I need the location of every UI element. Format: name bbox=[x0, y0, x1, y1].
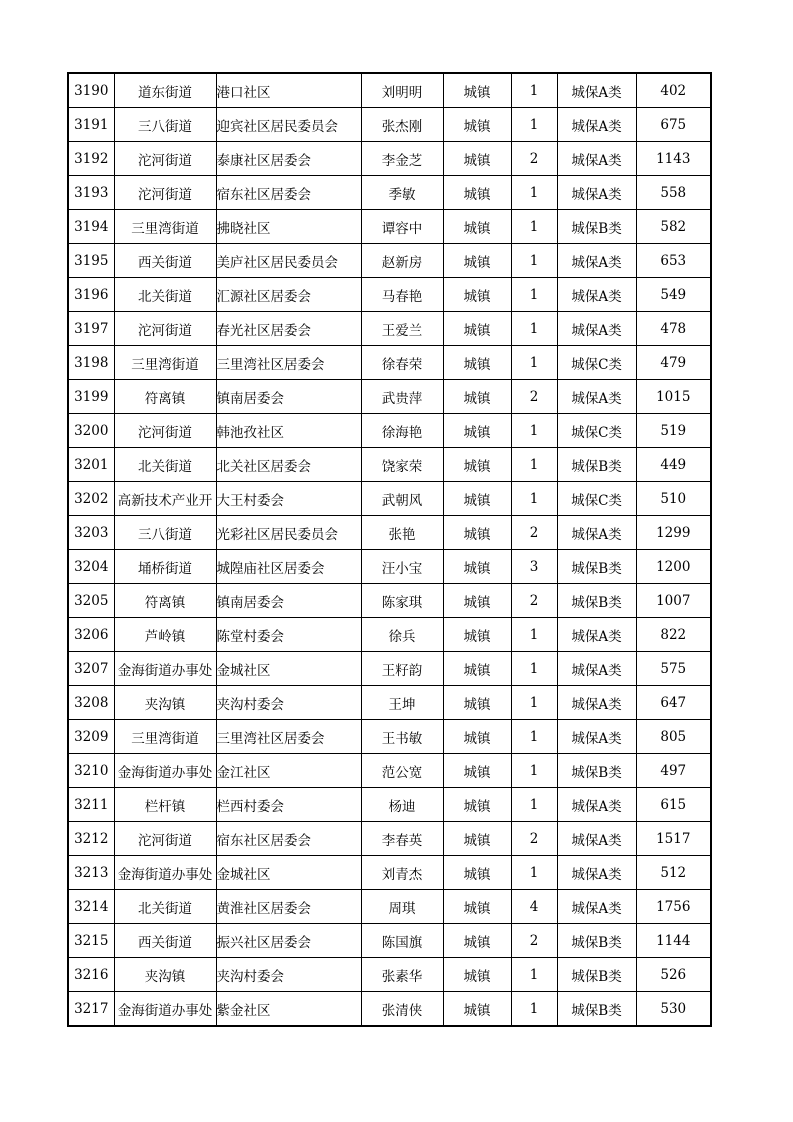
row-id-cell: 3212 bbox=[68, 822, 114, 856]
table-row bbox=[68, 380, 711, 414]
amount-cell: 479 bbox=[636, 346, 711, 380]
street-cell: 西关街道 bbox=[114, 924, 216, 958]
count-cell: 2 bbox=[511, 380, 557, 414]
category-cell: 城保B类 bbox=[557, 210, 636, 244]
row-id-cell: 3210 bbox=[68, 754, 114, 788]
name-cell: 王书敏 bbox=[361, 720, 443, 754]
category-cell: 城保A类 bbox=[557, 108, 636, 142]
amount-cell: 1143 bbox=[636, 142, 711, 176]
row-id-cell: 3202 bbox=[68, 482, 114, 516]
count-cell: 1 bbox=[511, 448, 557, 482]
community-cell: 镇南居委会 bbox=[216, 380, 361, 414]
count-cell: 2 bbox=[511, 584, 557, 618]
category-cell: 城保B类 bbox=[557, 958, 636, 992]
name-cell: 徐兵 bbox=[361, 618, 443, 652]
name-cell: 季敏 bbox=[361, 176, 443, 210]
row-id-cell: 3196 bbox=[68, 278, 114, 312]
name-cell: 马春艳 bbox=[361, 278, 443, 312]
count-cell: 1 bbox=[511, 414, 557, 448]
name-cell: 李春英 bbox=[361, 822, 443, 856]
street-cell: 符离镇 bbox=[114, 584, 216, 618]
table-row bbox=[68, 108, 711, 142]
count-cell: 1 bbox=[511, 482, 557, 516]
name-cell: 赵新房 bbox=[361, 244, 443, 278]
community-cell: 美庐社区居民委员会 bbox=[216, 244, 361, 278]
category-cell: 城保B类 bbox=[557, 584, 636, 618]
count-cell: 3 bbox=[511, 550, 557, 584]
row-id-cell: 3206 bbox=[68, 618, 114, 652]
table-row bbox=[68, 550, 711, 584]
table-row bbox=[68, 890, 711, 924]
community-cell: 紫金社区 bbox=[216, 992, 361, 1027]
category-cell: 城保C类 bbox=[557, 346, 636, 380]
row-id-cell: 3207 bbox=[68, 652, 114, 686]
community-cell: 夹沟村委会 bbox=[216, 686, 361, 720]
row-id-cell: 3217 bbox=[68, 992, 114, 1027]
community-cell: 振兴社区居委会 bbox=[216, 924, 361, 958]
community-cell: 迎宾社区居民委员会 bbox=[216, 108, 361, 142]
amount-cell: 822 bbox=[636, 618, 711, 652]
category-cell: 城保A类 bbox=[557, 822, 636, 856]
count-cell: 1 bbox=[511, 686, 557, 720]
row-id-cell: 3204 bbox=[68, 550, 114, 584]
type-cell: 城镇 bbox=[443, 992, 511, 1027]
type-cell: 城镇 bbox=[443, 550, 511, 584]
category-cell: 城保C类 bbox=[557, 414, 636, 448]
table-row bbox=[68, 822, 711, 856]
amount-cell: 478 bbox=[636, 312, 711, 346]
table-row bbox=[68, 924, 711, 958]
category-cell: 城保B类 bbox=[557, 550, 636, 584]
name-cell: 张艳 bbox=[361, 516, 443, 550]
row-id-cell: 3192 bbox=[68, 142, 114, 176]
community-cell: 三里湾社区居委会 bbox=[216, 346, 361, 380]
street-cell: 金海街道办事处 bbox=[114, 856, 216, 890]
type-cell: 城镇 bbox=[443, 856, 511, 890]
amount-cell: 1144 bbox=[636, 924, 711, 958]
name-cell: 陈国旗 bbox=[361, 924, 443, 958]
type-cell: 城镇 bbox=[443, 516, 511, 550]
type-cell: 城镇 bbox=[443, 822, 511, 856]
count-cell: 1 bbox=[511, 244, 557, 278]
type-cell: 城镇 bbox=[443, 788, 511, 822]
category-cell: 城保A类 bbox=[557, 176, 636, 210]
row-id-cell: 3191 bbox=[68, 108, 114, 142]
table-body bbox=[68, 73, 711, 1026]
type-cell: 城镇 bbox=[443, 924, 511, 958]
community-cell: 金城社区 bbox=[216, 856, 361, 890]
count-cell: 1 bbox=[511, 958, 557, 992]
category-cell: 城保A类 bbox=[557, 142, 636, 176]
count-cell: 4 bbox=[511, 890, 557, 924]
table-row bbox=[68, 210, 711, 244]
type-cell: 城镇 bbox=[443, 176, 511, 210]
table-row bbox=[68, 516, 711, 550]
type-cell: 城镇 bbox=[443, 278, 511, 312]
street-cell: 埇桥街道 bbox=[114, 550, 216, 584]
name-cell: 徐海艳 bbox=[361, 414, 443, 448]
category-cell: 城保C类 bbox=[557, 482, 636, 516]
category-cell: 城保A类 bbox=[557, 244, 636, 278]
street-cell: 北关街道 bbox=[114, 278, 216, 312]
category-cell: 城保B类 bbox=[557, 924, 636, 958]
count-cell: 1 bbox=[511, 992, 557, 1027]
table-row bbox=[68, 754, 711, 788]
row-id-cell: 3214 bbox=[68, 890, 114, 924]
type-cell: 城镇 bbox=[443, 890, 511, 924]
category-cell: 城保A类 bbox=[557, 516, 636, 550]
count-cell: 2 bbox=[511, 822, 557, 856]
community-cell: 宿东社区居委会 bbox=[216, 176, 361, 210]
community-cell: 北关社区居委会 bbox=[216, 448, 361, 482]
row-id-cell: 3213 bbox=[68, 856, 114, 890]
amount-cell: 1200 bbox=[636, 550, 711, 584]
type-cell: 城镇 bbox=[443, 142, 511, 176]
street-cell: 三里湾街道 bbox=[114, 210, 216, 244]
street-cell: 符离镇 bbox=[114, 380, 216, 414]
street-cell: 沱河街道 bbox=[114, 822, 216, 856]
table-row bbox=[68, 482, 711, 516]
amount-cell: 549 bbox=[636, 278, 711, 312]
category-cell: 城保A类 bbox=[557, 618, 636, 652]
community-cell: 港口社区 bbox=[216, 73, 361, 108]
table-row bbox=[68, 686, 711, 720]
count-cell: 1 bbox=[511, 176, 557, 210]
name-cell: 王籽韵 bbox=[361, 652, 443, 686]
row-id-cell: 3201 bbox=[68, 448, 114, 482]
category-cell: 城保A类 bbox=[557, 312, 636, 346]
table-row bbox=[68, 73, 711, 108]
type-cell: 城镇 bbox=[443, 210, 511, 244]
category-cell: 城保A类 bbox=[557, 856, 636, 890]
name-cell: 王坤 bbox=[361, 686, 443, 720]
street-cell: 北关街道 bbox=[114, 890, 216, 924]
type-cell: 城镇 bbox=[443, 720, 511, 754]
row-id-cell: 3205 bbox=[68, 584, 114, 618]
street-cell: 金海街道办事处 bbox=[114, 992, 216, 1027]
street-cell: 三里湾街道 bbox=[114, 346, 216, 380]
amount-cell: 1756 bbox=[636, 890, 711, 924]
street-cell: 夹沟镇 bbox=[114, 686, 216, 720]
category-cell: 城保A类 bbox=[557, 890, 636, 924]
row-id-cell: 3197 bbox=[68, 312, 114, 346]
street-cell: 金海街道办事处 bbox=[114, 652, 216, 686]
category-cell: 城保A类 bbox=[557, 788, 636, 822]
name-cell: 杨迪 bbox=[361, 788, 443, 822]
table-row bbox=[68, 958, 711, 992]
name-cell: 武朝风 bbox=[361, 482, 443, 516]
table-row bbox=[68, 312, 711, 346]
count-cell: 2 bbox=[511, 516, 557, 550]
count-cell: 1 bbox=[511, 312, 557, 346]
amount-cell: 526 bbox=[636, 958, 711, 992]
name-cell: 谭容中 bbox=[361, 210, 443, 244]
count-cell: 1 bbox=[511, 754, 557, 788]
table-row bbox=[68, 244, 711, 278]
table-row bbox=[68, 176, 711, 210]
row-id-cell: 3190 bbox=[68, 73, 114, 108]
community-cell: 拂晓社区 bbox=[216, 210, 361, 244]
table-row bbox=[68, 142, 711, 176]
count-cell: 1 bbox=[511, 788, 557, 822]
amount-cell: 647 bbox=[636, 686, 711, 720]
name-cell: 刘青杰 bbox=[361, 856, 443, 890]
table-row bbox=[68, 652, 711, 686]
community-cell: 陈堂村委会 bbox=[216, 618, 361, 652]
row-id-cell: 3200 bbox=[68, 414, 114, 448]
amount-cell: 615 bbox=[636, 788, 711, 822]
category-cell: 城保A类 bbox=[557, 380, 636, 414]
street-cell: 夹沟镇 bbox=[114, 958, 216, 992]
street-cell: 芦岭镇 bbox=[114, 618, 216, 652]
category-cell: 城保A类 bbox=[557, 278, 636, 312]
table-row bbox=[68, 278, 711, 312]
count-cell: 1 bbox=[511, 108, 557, 142]
street-cell: 栏杆镇 bbox=[114, 788, 216, 822]
street-cell: 西关街道 bbox=[114, 244, 216, 278]
type-cell: 城镇 bbox=[443, 482, 511, 516]
community-cell: 韩池孜社区 bbox=[216, 414, 361, 448]
street-cell: 金海街道办事处 bbox=[114, 754, 216, 788]
community-cell: 夹沟村委会 bbox=[216, 958, 361, 992]
street-cell: 北关街道 bbox=[114, 448, 216, 482]
row-id-cell: 3203 bbox=[68, 516, 114, 550]
table-row bbox=[68, 346, 711, 380]
count-cell: 2 bbox=[511, 142, 557, 176]
count-cell: 1 bbox=[511, 856, 557, 890]
row-id-cell: 3195 bbox=[68, 244, 114, 278]
count-cell: 1 bbox=[511, 210, 557, 244]
count-cell: 1 bbox=[511, 618, 557, 652]
category-cell: 城保B类 bbox=[557, 992, 636, 1027]
street-cell: 高新技术产业开 bbox=[114, 482, 216, 516]
name-cell: 张清侠 bbox=[361, 992, 443, 1027]
category-cell: 城保B类 bbox=[557, 448, 636, 482]
name-cell: 刘明明 bbox=[361, 73, 443, 108]
name-cell: 张杰刚 bbox=[361, 108, 443, 142]
community-cell: 汇源社区居委会 bbox=[216, 278, 361, 312]
type-cell: 城镇 bbox=[443, 346, 511, 380]
table-row bbox=[68, 856, 711, 890]
type-cell: 城镇 bbox=[443, 958, 511, 992]
name-cell: 范公宽 bbox=[361, 754, 443, 788]
amount-cell: 1007 bbox=[636, 584, 711, 618]
amount-cell: 530 bbox=[636, 992, 711, 1027]
category-cell: 城保A类 bbox=[557, 686, 636, 720]
name-cell: 周琪 bbox=[361, 890, 443, 924]
count-cell: 1 bbox=[511, 346, 557, 380]
street-cell: 三八街道 bbox=[114, 516, 216, 550]
type-cell: 城镇 bbox=[443, 73, 511, 108]
category-cell: 城保A类 bbox=[557, 720, 636, 754]
count-cell: 1 bbox=[511, 278, 557, 312]
row-id-cell: 3216 bbox=[68, 958, 114, 992]
row-id-cell: 3211 bbox=[68, 788, 114, 822]
community-cell: 三里湾社区居委会 bbox=[216, 720, 361, 754]
name-cell: 王爱兰 bbox=[361, 312, 443, 346]
table-row bbox=[68, 720, 711, 754]
type-cell: 城镇 bbox=[443, 244, 511, 278]
table-row bbox=[68, 414, 711, 448]
community-cell: 泰康社区居委会 bbox=[216, 142, 361, 176]
community-cell: 金江社区 bbox=[216, 754, 361, 788]
amount-cell: 1015 bbox=[636, 380, 711, 414]
table-row bbox=[68, 584, 711, 618]
type-cell: 城镇 bbox=[443, 312, 511, 346]
amount-cell: 519 bbox=[636, 414, 711, 448]
name-cell: 武贵萍 bbox=[361, 380, 443, 414]
community-cell: 光彩社区居民委员会 bbox=[216, 516, 361, 550]
street-cell: 沱河街道 bbox=[114, 312, 216, 346]
street-cell: 沱河街道 bbox=[114, 142, 216, 176]
category-cell: 城保B类 bbox=[557, 754, 636, 788]
amount-cell: 575 bbox=[636, 652, 711, 686]
community-cell: 镇南居委会 bbox=[216, 584, 361, 618]
row-id-cell: 3215 bbox=[68, 924, 114, 958]
count-cell: 1 bbox=[511, 720, 557, 754]
category-cell: 城保A类 bbox=[557, 73, 636, 108]
amount-cell: 512 bbox=[636, 856, 711, 890]
community-cell: 大王村委会 bbox=[216, 482, 361, 516]
amount-cell: 558 bbox=[636, 176, 711, 210]
type-cell: 城镇 bbox=[443, 652, 511, 686]
data-table bbox=[67, 72, 712, 1027]
name-cell: 汪小宝 bbox=[361, 550, 443, 584]
row-id-cell: 3194 bbox=[68, 210, 114, 244]
table-row bbox=[68, 448, 711, 482]
table-row bbox=[68, 618, 711, 652]
street-cell: 道东街道 bbox=[114, 73, 216, 108]
name-cell: 饶家荣 bbox=[361, 448, 443, 482]
type-cell: 城镇 bbox=[443, 618, 511, 652]
type-cell: 城镇 bbox=[443, 448, 511, 482]
amount-cell: 1299 bbox=[636, 516, 711, 550]
name-cell: 陈家琪 bbox=[361, 584, 443, 618]
community-cell: 城隍庙社区居委会 bbox=[216, 550, 361, 584]
type-cell: 城镇 bbox=[443, 414, 511, 448]
amount-cell: 449 bbox=[636, 448, 711, 482]
row-id-cell: 3209 bbox=[68, 720, 114, 754]
type-cell: 城镇 bbox=[443, 380, 511, 414]
amount-cell: 653 bbox=[636, 244, 711, 278]
community-cell: 宿东社区居委会 bbox=[216, 822, 361, 856]
table-row bbox=[68, 992, 711, 1027]
amount-cell: 805 bbox=[636, 720, 711, 754]
amount-cell: 582 bbox=[636, 210, 711, 244]
amount-cell: 510 bbox=[636, 482, 711, 516]
row-id-cell: 3198 bbox=[68, 346, 114, 380]
type-cell: 城镇 bbox=[443, 686, 511, 720]
community-cell: 金城社区 bbox=[216, 652, 361, 686]
amount-cell: 497 bbox=[636, 754, 711, 788]
type-cell: 城镇 bbox=[443, 584, 511, 618]
amount-cell: 1517 bbox=[636, 822, 711, 856]
street-cell: 三八街道 bbox=[114, 108, 216, 142]
type-cell: 城镇 bbox=[443, 754, 511, 788]
name-cell: 李金芝 bbox=[361, 142, 443, 176]
row-id-cell: 3199 bbox=[68, 380, 114, 414]
name-cell: 张素华 bbox=[361, 958, 443, 992]
category-cell: 城保A类 bbox=[557, 652, 636, 686]
row-id-cell: 3193 bbox=[68, 176, 114, 210]
count-cell: 1 bbox=[511, 652, 557, 686]
community-cell: 春光社区居委会 bbox=[216, 312, 361, 346]
community-cell: 黄淮社区居委会 bbox=[216, 890, 361, 924]
count-cell: 1 bbox=[511, 73, 557, 108]
amount-cell: 402 bbox=[636, 73, 711, 108]
name-cell: 徐春荣 bbox=[361, 346, 443, 380]
amount-cell: 675 bbox=[636, 108, 711, 142]
street-cell: 沱河街道 bbox=[114, 176, 216, 210]
row-id-cell: 3208 bbox=[68, 686, 114, 720]
count-cell: 2 bbox=[511, 924, 557, 958]
table-row bbox=[68, 788, 711, 822]
street-cell: 沱河街道 bbox=[114, 414, 216, 448]
street-cell: 三里湾街道 bbox=[114, 720, 216, 754]
type-cell: 城镇 bbox=[443, 108, 511, 142]
community-cell: 栏西村委会 bbox=[216, 788, 361, 822]
